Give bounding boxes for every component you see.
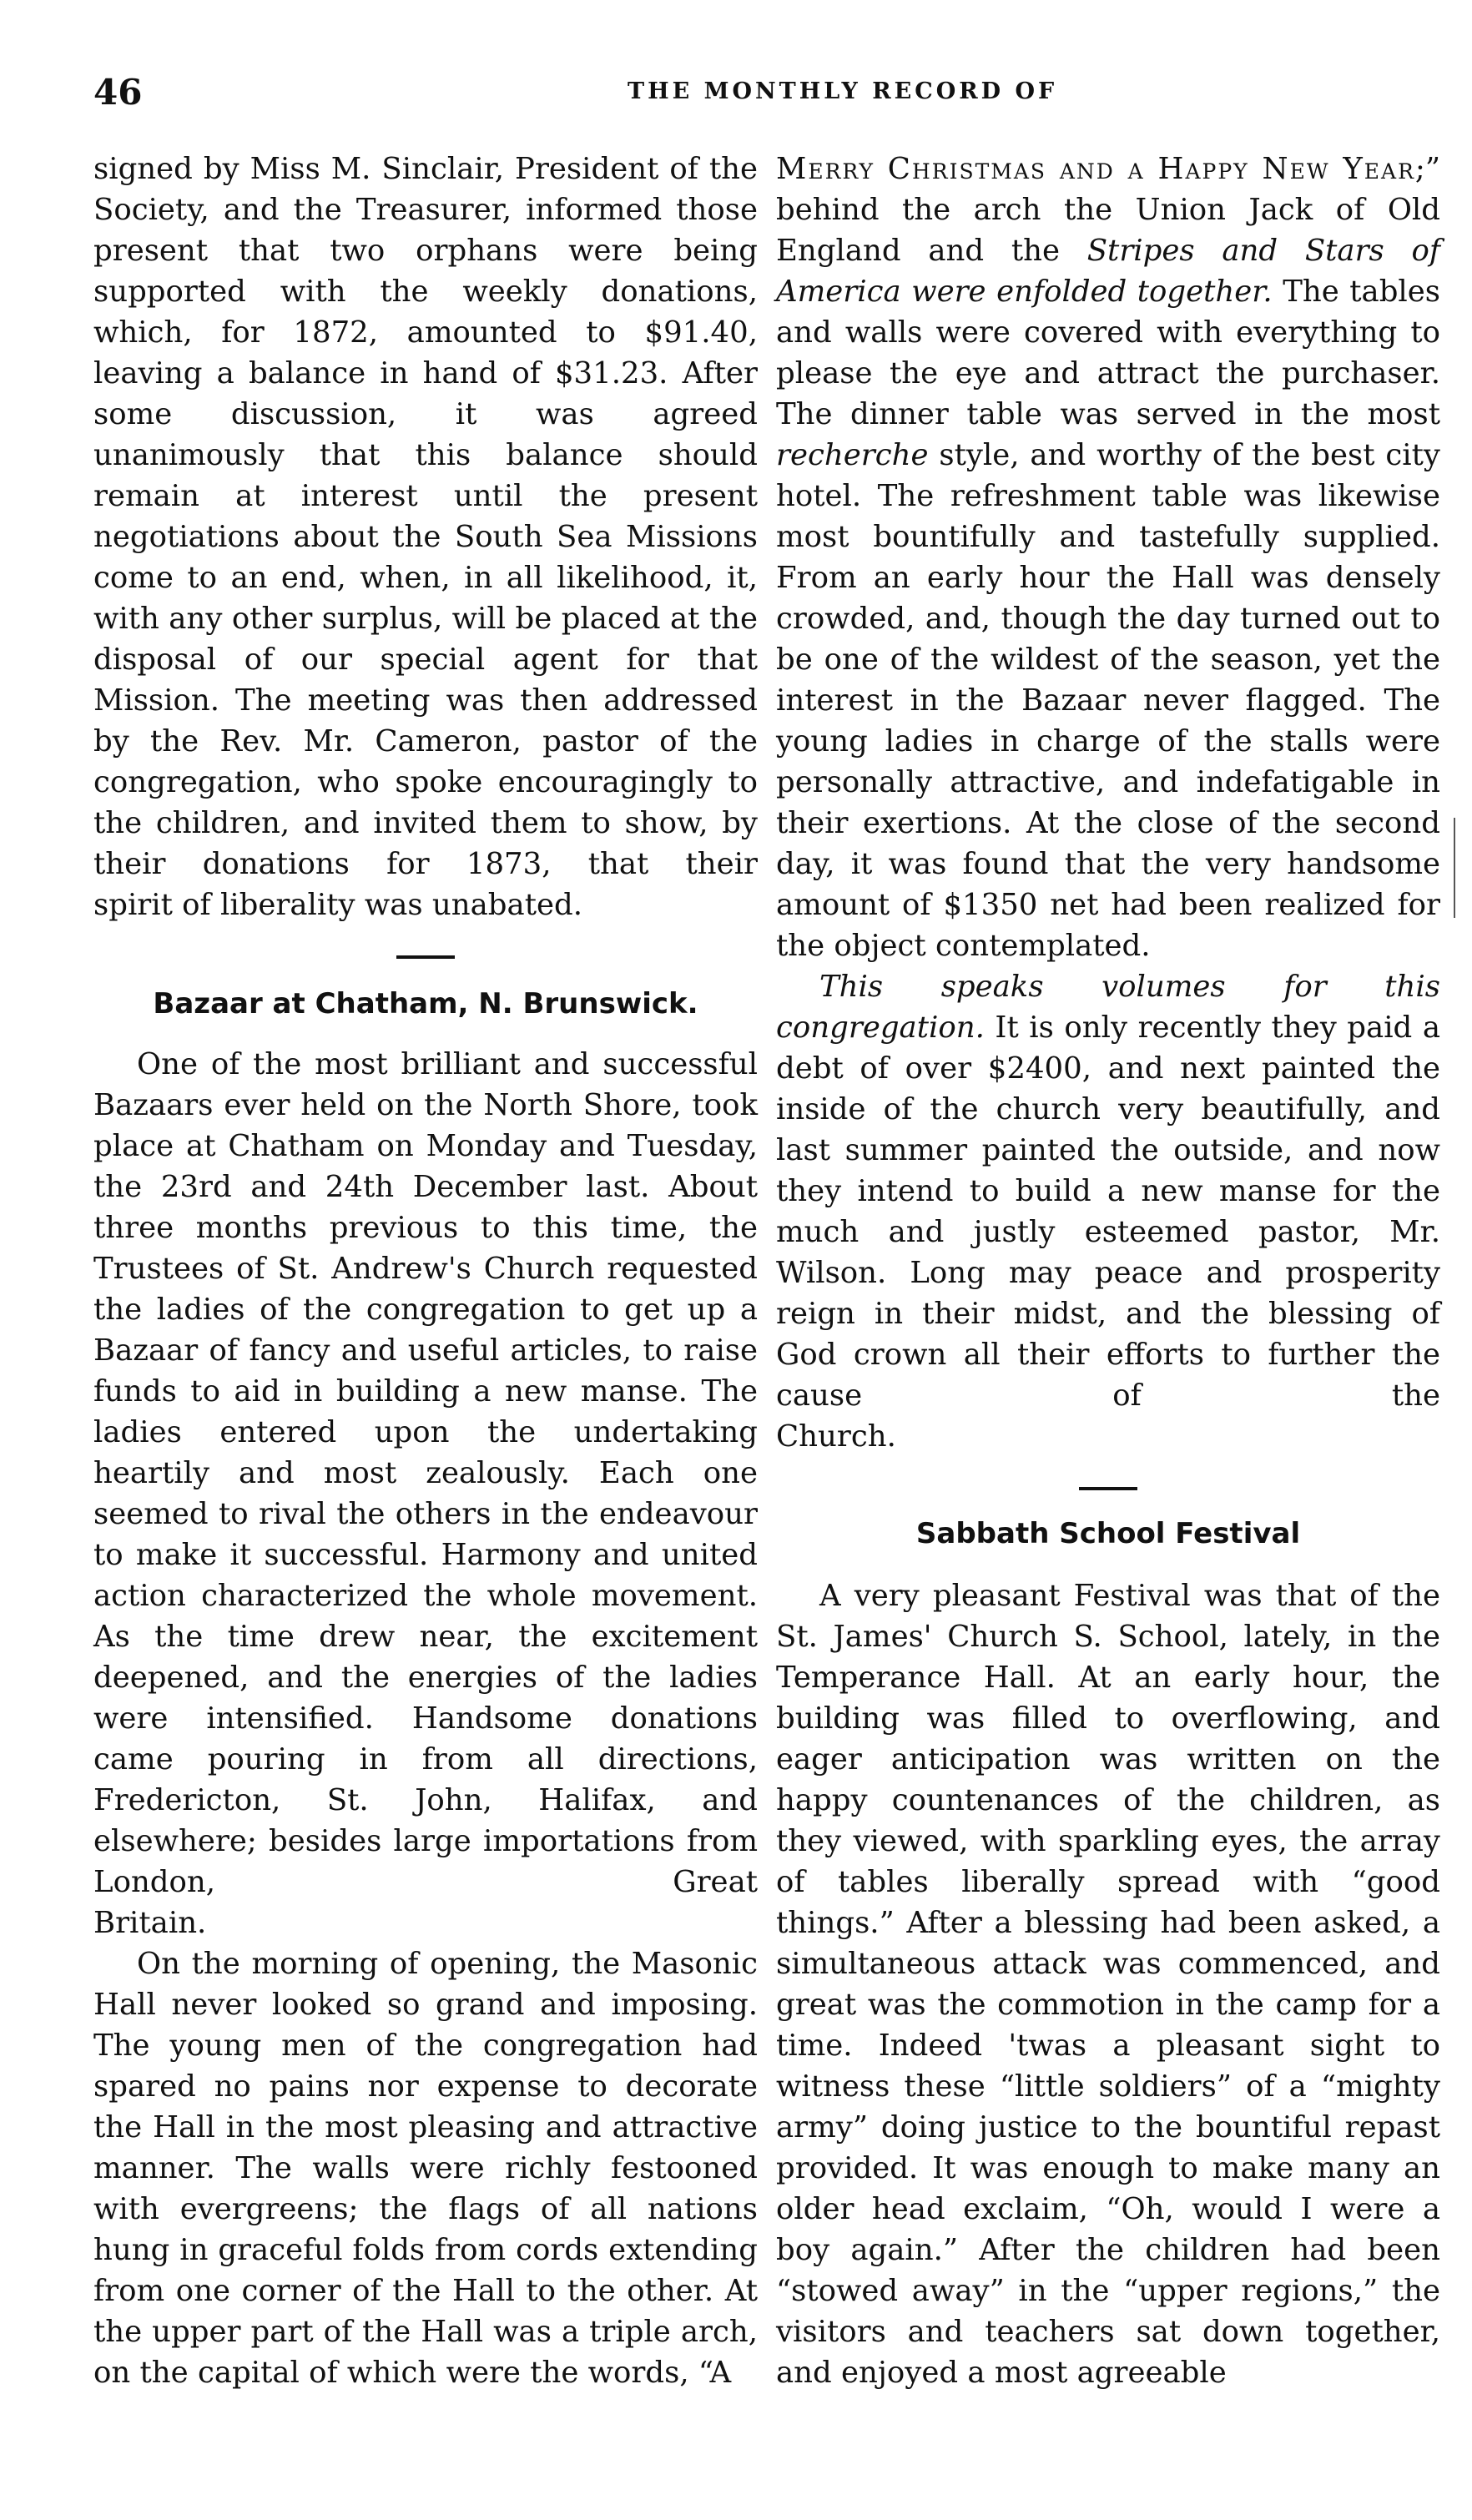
margin-mark — [1454, 818, 1455, 918]
volumes-paragraph: This speaks volumes for this congregation. It is only recently they paid a debt of over $2400, and next painted the inside of the church very beautifully, and last summer painted the outside, and now they intend to build a new manse for the much and justly esteemed pastor, Mr. Wilson. Long may peace and prosperity reign in their midst, and the blessing of God crown all their efforts to further the cause of the — [776, 970, 1440, 1413]
bazaar-paragraph-2: On the morning of opening, the Masonic Hall never looked so grand and imposing. The young men of the congregation had spared no pains nor expense to decorate the Hall in the most pleasing and attractive manner. The walls were richly festooned with evergreens; the flags of all nations hung in graceful folds from cords extending from one corner of the Hall to the other. At the upper part of the Hall was a triple arch, on the capital of which were the words, “A — [93, 1947, 758, 2390]
volumes-paragraph-last-line: Church. — [776, 1419, 896, 1454]
festival-paragraph: A very pleasant Festival was that of the St. James' Church S. School, lately, in the Temperance Hall. At an early hour, the building was filled to overflowing, and eager anticipation was written on the happy countenances of the children, as they viewed, with sparkling eyes, the array of tables liberally spread with “good things.” After a blessing had been asked, a simultaneous attack was commenced, and great was the commotion in the camp for a time. Indeed 'twas a pleasant sight to witness these “little soldiers” of a “mighty army” doing justice to the bountiful repast provided. It was enough to make many an older head exclaim, “Oh, would I were a boy again.” After the children had been “stowed away” in the “upper regions,” the visitors and teachers sat down together, and enjoyed a most agreeable — [776, 1579, 1440, 2390]
page-header — [93, 72, 1437, 122]
bazaar-continuation: Merry Christmas and a Happy New Year;” behind the arch the Union Jack of Old England and the Stripes and Stars of America were enfolded together. The tables and walls were covered with everything to please the eye and attract the purchaser. The dinner table was served in the most recherche style, and worthy of the best city hotel. The refreshment table was likewise most bountifully and tastefully supplied. From an early hour the Hall was densely crowded, and, though the day turned out to be one of the wildest of the season, yet the interest in the Bazaar never flagged. The young ladies in charge of the stalls were personally attractive, and indefatigable in their exertions. At the close of the second day, it was found that the very handsome amount of $1350 net had been realized for the object contemplated. — [776, 152, 1441, 963]
page-number: 46 — [93, 72, 143, 113]
festival-heading: Sabbath School Festival — [915, 1517, 1301, 1550]
left-column — [93, 149, 758, 2393]
bazaar-heading: Bazaar at Chatham, N. Brunswick. — [153, 987, 698, 1021]
bazaar-paragraph-1-last-line: Britain. — [93, 1906, 207, 1940]
section-divider — [1079, 1487, 1137, 1490]
intro-paragraph: signed by Miss M. Sinclair, President of the Society, and the Treasurer, informed those present that two orphans were being supported with the weekly donations, which, for 1872, amounted to $91.40, leaving a balance in hand of $31.23. After some discussion, it was agreed unanimously that this balance should remain at interest until the present negotiations about the South Sea Missions come to an end, when, in all likelihood, it, with any other surplus, will be placed at the disposal of our special agent for that Mission. The meeting was then addressed by the Rev. Mr. Cameron, pastor of the congregation, who spoke encouragingly to the children, and invited them to show, by their donations for 1873, that their — [93, 152, 758, 881]
stripes-and-stars: Stripes and Stars of America were enfolded together. — [776, 234, 1441, 309]
right-column — [776, 149, 1440, 2393]
section-divider — [396, 955, 455, 959]
intro-paragraph-last-line: spirit of liberality was unabated. — [93, 888, 582, 922]
arch-motto: Merry Christmas and a Happy New Year — [776, 152, 1415, 186]
bazaar-paragraph-1: One of the most brilliant and successful Bazaars ever held on the North Shore, took place at Chatham on Monday and Tuesday, the 23rd and 24th December last. About three months previous to this time, the Trustees of St. Andrew's Church requested the ladies of the congregation to get up a Bazaar of fancy and useful articles, to raise funds to aid in building a new manse. The ladies entered upon the undertaking heartily and most zealously. Each one seemed to rival the others in the endeavour to make it successful. Harmony and united action characterized the whole movement. As the time drew near, the excitement deepened, and the energies of the ladies were intensified. Handsome donations came pouring in from all directions, Fredericton, St. John, Halifax, and elsewhere; besides large importations from London, Great — [93, 1047, 758, 1899]
running-title: THE MONTHLY RECORD OF — [628, 78, 1058, 104]
recherche-word: recherche — [776, 438, 929, 472]
